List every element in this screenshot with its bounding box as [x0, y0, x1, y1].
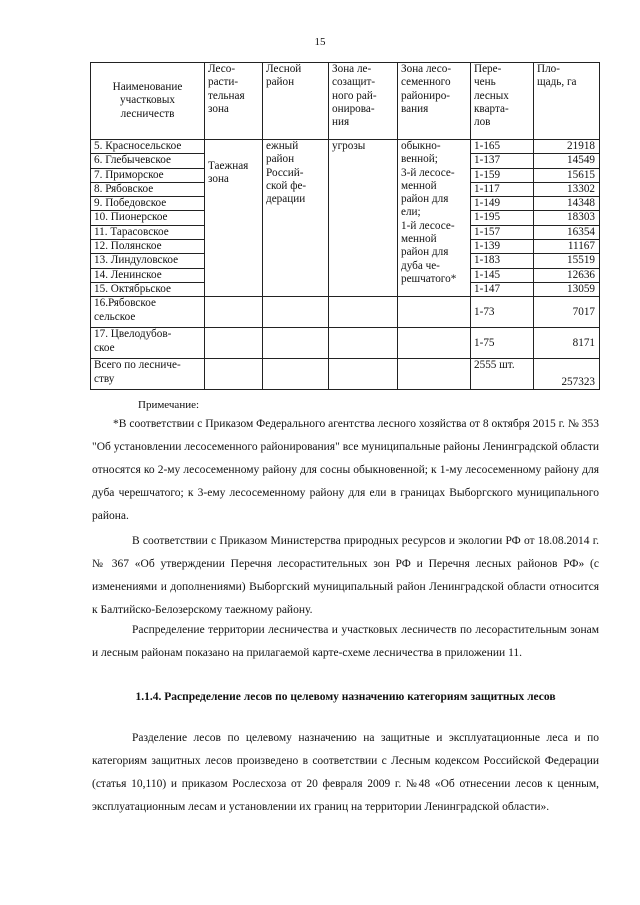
header-quarters: Пере- чень лесных кварта- лов	[471, 63, 534, 140]
row-name: 5. Красносельское	[91, 140, 205, 154]
row-quarters: 1-149	[471, 197, 534, 211]
row-name: 15. Октябрьское	[91, 282, 205, 296]
empty-cell	[263, 328, 329, 359]
row-quarters: 1-165	[471, 140, 534, 154]
row-area: 21918	[534, 140, 600, 154]
row-area: 13059	[534, 282, 600, 296]
row-area: 15519	[534, 254, 600, 268]
row-area: 13302	[534, 182, 600, 196]
zone-cell: Таежная зона	[205, 140, 263, 297]
row-quarters: 1-145	[471, 268, 534, 282]
row-name: 9. Победовское	[91, 197, 205, 211]
total-quarters: 2555 шт.	[471, 359, 534, 390]
row-name: 17. Цвелодубов- ское	[91, 328, 205, 359]
row-quarters: 1-157	[471, 225, 534, 239]
row-quarters: 1-159	[471, 168, 534, 182]
header-protection-zone: Зона ле- созащит- ного рай- онирова- ния	[329, 63, 398, 140]
row-name: 8. Рябовское	[91, 182, 205, 196]
header-forest-region: Лесной район	[263, 63, 329, 140]
empty-cell	[205, 297, 263, 328]
empty-cell	[263, 359, 329, 390]
row-area: 12636	[534, 268, 600, 282]
row-area: 11167	[534, 240, 600, 254]
table-total-row	[91, 359, 600, 390]
row-name: 6. Глебычевское	[91, 154, 205, 168]
section-paragraph: Разделение лесов по целевому назначению на защитные и эксплуатационные леса и по категориям защитных лесов произведено в соответствии с Лесным кодексом Российской Федерации (статья 10,110) и приказом Рослесхоза от 20 февраля 2009 г. №48 «Об отнесении лесов к ценным, эксплуатационным лесам и установлении их границ на территории Ленинградской области».	[92, 732, 599, 813]
empty-cell	[398, 297, 471, 328]
section-heading: 1.1.4. Распределение лесов по целевому назначению категориям защитных лесов	[135, 691, 556, 703]
row-area: 8171	[534, 328, 600, 359]
row-name: 13. Линдуловское	[91, 254, 205, 268]
page-number: 15	[314, 36, 326, 48]
empty-cell	[205, 359, 263, 390]
table-row	[91, 328, 600, 359]
row-area: 16354	[534, 225, 600, 239]
header-area: Пло- щадь, га	[534, 63, 600, 140]
empty-cell	[263, 297, 329, 328]
distribution-paragraph: Распределение территории лесничества и участковых лесничеств по лесорастительным зонам и лесным районам показано на прилагаемой карте-схеме лесничества в приложении 11.	[92, 624, 599, 659]
row-quarters: 1-183	[471, 254, 534, 268]
total-area: 257323	[534, 359, 600, 390]
seed-zone-cell: обыкно- венной; 3-й лесосе- менной район для ели; 1-й лесосе- менной район для дуба че- решчатого*	[398, 140, 471, 297]
empty-cell	[329, 328, 398, 359]
row-quarters: 1-73	[471, 297, 534, 328]
row-area: 15615	[534, 168, 600, 182]
table-row	[91, 297, 600, 328]
row-area: 14348	[534, 197, 600, 211]
row-quarters: 1-75	[471, 328, 534, 359]
header-seed-zone: Зона лесо- семенного райониро- вания	[398, 63, 471, 140]
row-name: 7. Приморское	[91, 168, 205, 182]
forestry-table	[90, 62, 600, 390]
row-quarters: 1-137	[471, 154, 534, 168]
row-quarters: 1-117	[471, 182, 534, 196]
order-paragraph: В соответствии с Приказом Министерства природных ресурсов и экологии РФ от 18.08.2014 г. № 367 «Об утверждении Перечня лесорастительных зон РФ и Перечня лесных районов РФ» (с изменениями и дополнениями) Выборгский муниципальный район Ленинградской области относится к Балтийско-Белозерскому таежному району.	[92, 535, 599, 616]
row-quarters: 1-147	[471, 282, 534, 296]
note-label: Примечание:	[138, 399, 200, 411]
empty-cell	[398, 328, 471, 359]
table-row	[91, 140, 600, 154]
empty-cell	[205, 328, 263, 359]
row-area: 7017	[534, 297, 600, 328]
row-area: 18303	[534, 211, 600, 225]
total-name: Всего по лесниче- ству	[91, 359, 205, 390]
row-quarters: 1-139	[471, 240, 534, 254]
row-name: 12. Полянское	[91, 240, 205, 254]
protection-zone-cell: угрозы	[329, 140, 398, 297]
table-header-row	[91, 63, 600, 140]
row-name: 10. Пионерское	[91, 211, 205, 225]
forest-region-cell: ежный район Россий- ской фе- дерации	[263, 140, 329, 297]
row-name: 11. Тарасовское	[91, 225, 205, 239]
row-name: 16.Рябовское сельское	[91, 297, 205, 328]
header-name: Наименование участковых лесничеств	[91, 63, 205, 140]
header-zone: Лесо- расти- тельная зона	[205, 63, 263, 140]
row-area: 14549	[534, 154, 600, 168]
footnote-paragraph: *В соответствии с Приказом Федерального агентства лесного хозяйства от 8 октября 2015 г. № 353 "Об установлении лесосеменного районирования" все муниципальные районы Ленинградской области относятся ко 2-му лесосеменному району для сосны обыкновенной; к 1-му лесосеменному району для дуба черешчатого; к 3-ему лесосеменному району для ели в границах Выборгского муниципального района.	[92, 418, 599, 522]
empty-cell	[329, 297, 398, 328]
row-name: 14. Ленинское	[91, 268, 205, 282]
row-quarters: 1-195	[471, 211, 534, 225]
empty-cell	[329, 359, 398, 390]
empty-cell	[398, 359, 471, 390]
